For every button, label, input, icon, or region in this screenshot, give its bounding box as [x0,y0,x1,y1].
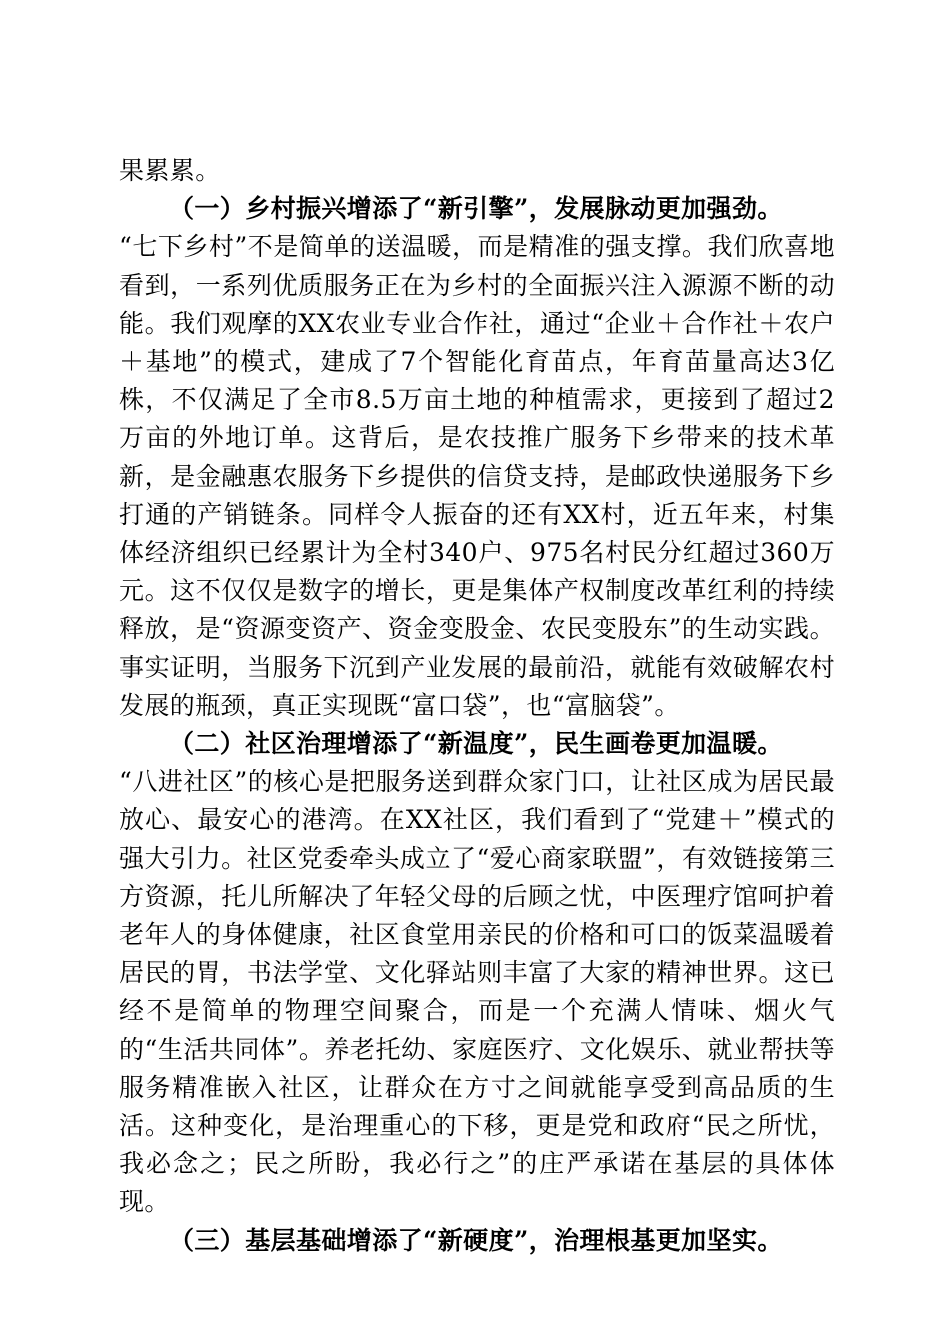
section-heading-1: （一）乡村振兴增添了“新引擎”，发展脉动更加强劲。 [169,194,783,224]
paragraph-community-governance: “八进社区”的核心是把服务送到群众家门口，让社区成为居民最放心、最安心的港湾。在XX社区，我们看到了“党建＋”模式的强大引力。社区党委牵头成立了“爱心商家联盟”，有效链接第三方资源，托儿所解决了年轻父母的后顾之忧，中医理疗馆呵护着老年人的身体健康，社区食堂用亲民的价格和可口的饭菜温暖着居民的胃，书法学堂、文化驿站则丰富了大家的精神世界。这已经不是简单的物理空间聚合，而是一个充满人情味、烟火气的“生活共同体”。养老托幼、家庭医疗、文化娱乐、就业帮扶等服务精准嵌入社区，让群众在方寸之间就能享受到高品质的生活。这种变化，是治理重心的下移，更是党和政府“民之所忧，我必念之；民之所盼，我必行之”的庄严承诺在基层的具体体现。 [119,767,835,1217]
document-body [119,152,835,1260]
section-heading-3: （三）基层基础增添了“新硬度”，治理根基更加坚实。 [169,1225,783,1255]
paragraph-rural-revitalization: “七下乡村”不是简单的送温暖，而是精准的强支撑。我们欣喜地看到，一系列优质服务正在为乡村的全面振兴注入源源不断的动能。我们观摩的XX农业专业合作社，通过“企业＋合作社＋农户＋基地”的模式，建成了7个智能化育苗点，年育苗量高达3亿株，不仅满足了全市8.5万亩土地的种植需求，更接到了超过2万亩的外地订单。这背后，是农技推广服务下乡带来的技术革新，是金融惠农服务下乡提供的信贷支持，是邮政快递服务下乡打通的产销链条。同样令人振奋的还有XX村，近五年来，村集体经济组织已经累计为全村340户、975名村民分红超过360万元。这不仅仅是数字的增长，更是集体产权制度改革红利的持续释放，是“资源变资产、资金变股金、农民变股东”的生动实践。事实证明，当服务下沉到产业发展的最前沿，就能有效破解农村发展的瓶颈，真正实现既“富口袋”，也“富脑袋”。 [119,232,835,720]
paragraph-continuation: 果累累。 [119,156,221,185]
section-heading-2: （二）社区治理增添了“新温度”，民生画卷更加温暖。 [169,729,783,759]
